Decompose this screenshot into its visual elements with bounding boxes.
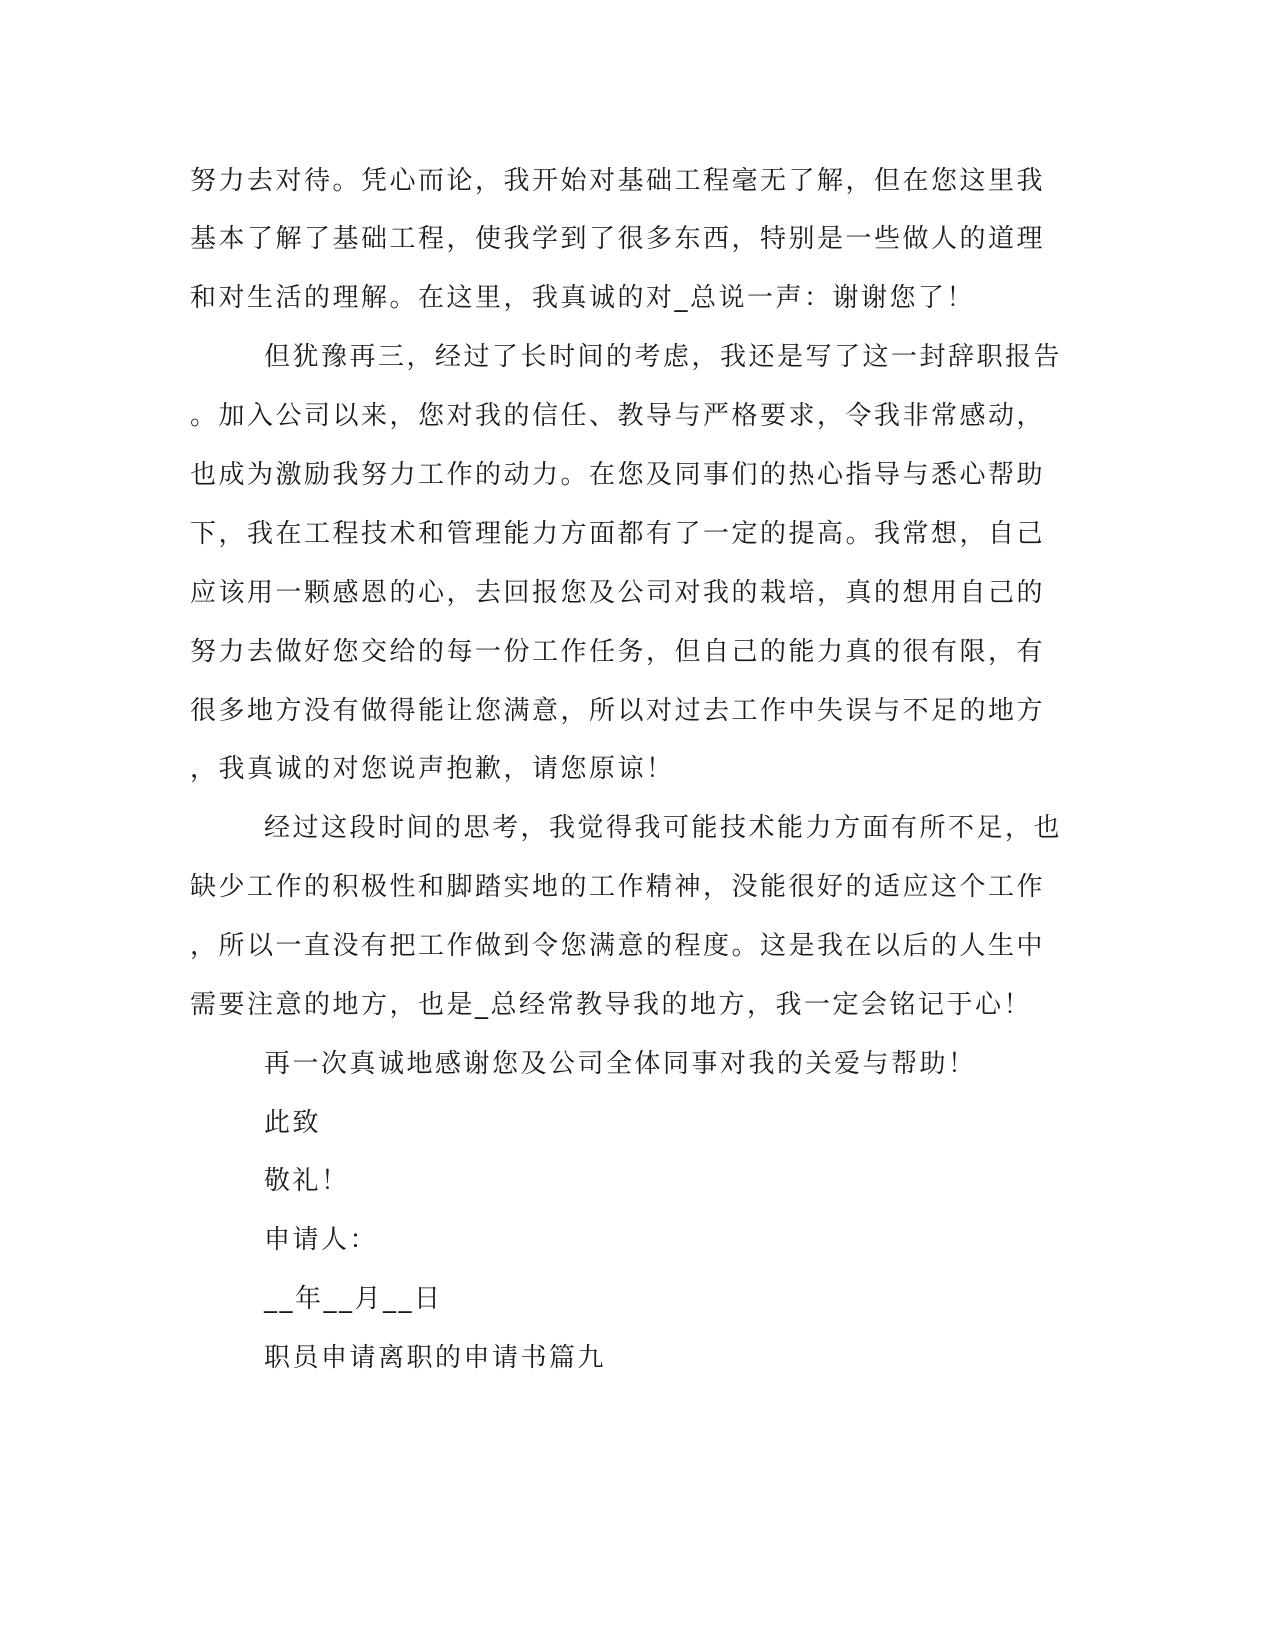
paragraph-2-line-6: 努力去做好您交给的每一份工作任务，但自己的能力真的很有限，有 (190, 637, 1046, 667)
salutation-jing-li: 敬礼！ (264, 1166, 350, 1196)
paragraph-1-line-3: 和对生活的理解。在这里，我真诚的对_总说一声：谢谢您了！ (190, 283, 976, 313)
paragraph-3-line-3: ，所以一直没有把工作做到令您满意的程度。这是我在以后的人生中 (190, 931, 1046, 961)
closing-thanks: 再一次真诚地感谢您及公司全体同事对我的关爱与帮助！ (264, 1049, 977, 1079)
paragraph-3-line-4: 需要注意的地方，也是_总经常教导我的地方，我一定会铭记于心！ (190, 990, 1033, 1020)
paragraph-2-line-7: 很多地方没有做得能让您满意，所以对过去工作中失误与不足的地方 (190, 696, 1046, 726)
paragraph-1-line-1: 努力去对待。凭心而论，我开始对基础工程毫无了解，但在您这里我 (190, 166, 1046, 196)
paragraph-2-line-5: 应该用一颗感恩的心，去回报您及公司对我的栽培，真的想用自己的 (190, 578, 1046, 608)
paragraph-2-line-8: ，我真诚的对您说声抱歉，请您原谅！ (190, 754, 675, 784)
paragraph-3-line-1: 经过这段时间的思考，我觉得我可能技术能力方面有所不足，也 (264, 813, 1063, 843)
paragraph-2-line-4: 下，我在工程技术和管理能力方面都有了一定的提高。我常想，自己 (190, 519, 1046, 549)
paragraph-2-line-3: 也成为激励我努力工作的动力。在您及同事们的热心指导与悉心帮助 (190, 460, 1046, 490)
salutation-ci-zhi: 此致 (264, 1108, 322, 1138)
paragraph-3-line-2: 缺少工作的积极性和脚踏实地的工作精神，没能很好的适应这个工作 (190, 872, 1046, 902)
next-section-title: 职员申请离职的申请书篇九 (264, 1343, 607, 1373)
paragraph-2-line-2: 。加入公司以来，您对我的信任、教导与严格要求，令我非常感动， (190, 401, 1046, 431)
paragraph-2-line-1: 但犹豫再三，经过了长时间的考虑，我还是写了这一封辞职报告 (264, 342, 1063, 372)
applicant-label: 申请人： (264, 1225, 379, 1255)
date-line: __年__月__日 (264, 1284, 443, 1314)
paragraph-1-line-2: 基本了解了基础工程，使我学到了很多东西，特别是一些做人的道理 (190, 224, 1046, 254)
